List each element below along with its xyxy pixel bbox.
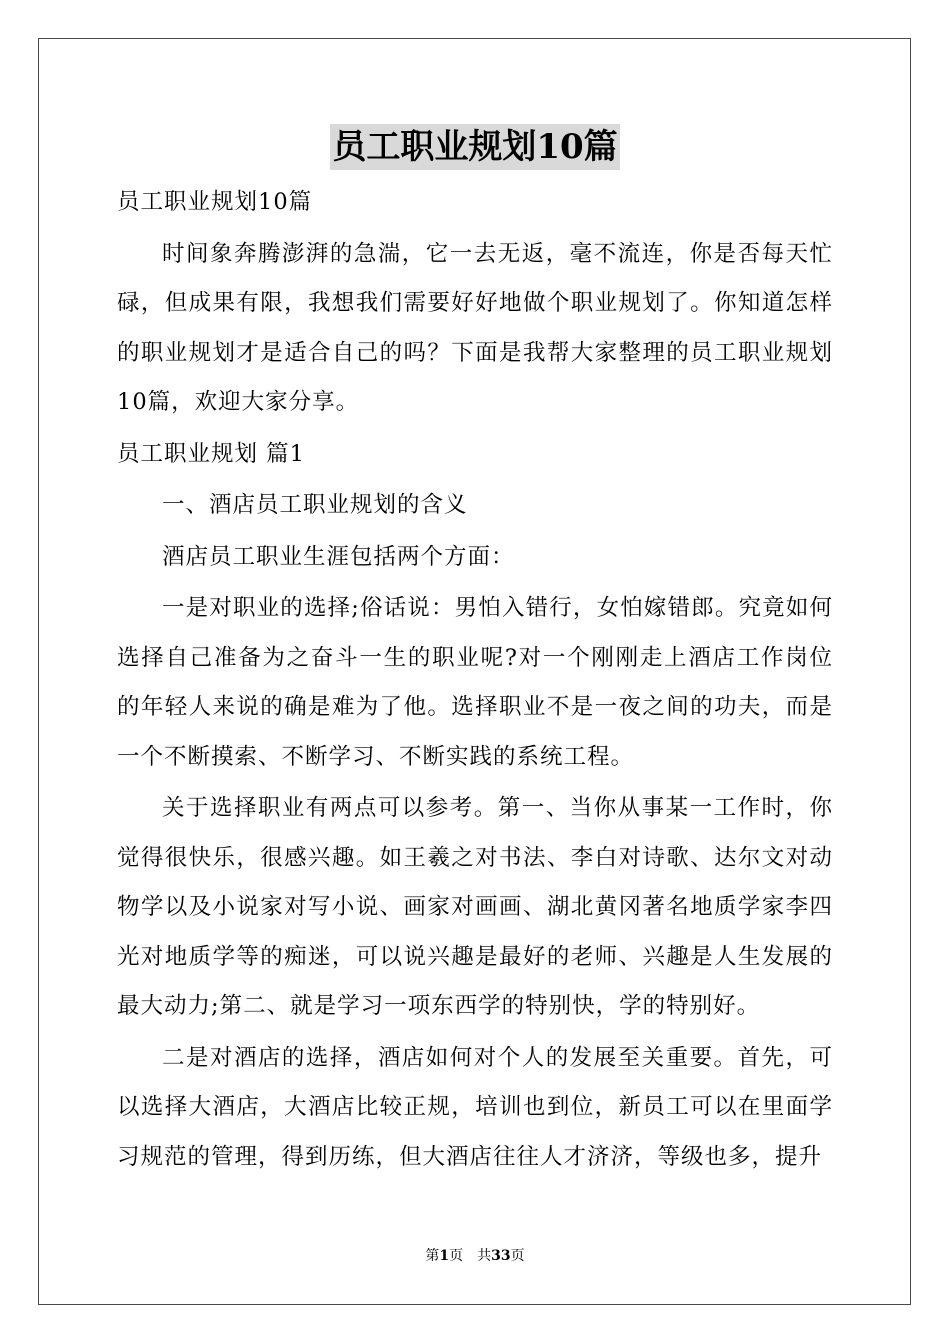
footer-prefix: 第 bbox=[425, 1248, 440, 1264]
document-title: 员工职业规划10篇 bbox=[330, 124, 619, 170]
footer-current-page: 1 bbox=[439, 1248, 450, 1264]
footer-suffix: 页 bbox=[510, 1248, 525, 1264]
footer-total-pages: 33 bbox=[491, 1248, 511, 1264]
paragraph-subtitle: 员工职业规划10篇 bbox=[117, 189, 313, 215]
paragraph-career-choice: 一是对职业的选择;俗话说：男怕入错行，女怕嫁错郎。究竟如何选择自己准备为之奋斗一生的职业呢?对一个刚刚走上酒店工作岗位的年轻人来说的确是难为了他。选择职业不是一夜之间的功夫，而是一个不断摸索、不断学习、不断实践的系统工程。 bbox=[117, 595, 833, 770]
paragraph-choice-tips: 关于选择职业有两点可以参考。第一、当你从事某一工作时，你觉得很快乐，很感兴趣。如王羲之对书法、李白对诗歌、达尔文对动物学以及小说家对写小说、画家对画画、湖北黄冈著名地质学家李四光对地质学等的痴迷，可以说兴趣是最好的老师、兴趣是人生发展的最大动力;第二、就是学习一项东西学的特别快，学的特别好。 bbox=[117, 795, 833, 1019]
document-body bbox=[117, 178, 833, 1182]
footer-mid: 页 共 bbox=[449, 1248, 492, 1264]
paragraph-hotel-choice: 二是对酒店的选择，酒店如何对个人的发展至关重要。首先，可以选择大酒店，大酒店比较正规，培训也到位，新员工可以在里面学习规范的管理，得到历练，但大酒店往往人才济济，等级也多，提升 bbox=[117, 1044, 833, 1170]
page-footer bbox=[0, 1246, 950, 1266]
paragraph-intro: 时间象奔腾澎湃的急湍，它一去无返，毫不流连，你是否每天忙碌，但成果有限，我想我们需要好好地做个职业规划了。你知道怎样的职业规划才是适合自己的吗？下面是我帮大家整理的员工职业规划10篇，欢迎大家分享。 bbox=[117, 240, 833, 415]
section-heading-1: 员工职业规划 篇1 bbox=[117, 440, 305, 467]
paragraph-career-aspects: 酒店员工职业生涯包括两个方面： bbox=[162, 543, 515, 570]
title-container bbox=[0, 124, 950, 170]
paragraph-heading-meaning: 一、酒店员工职业规划的含义 bbox=[162, 492, 468, 518]
